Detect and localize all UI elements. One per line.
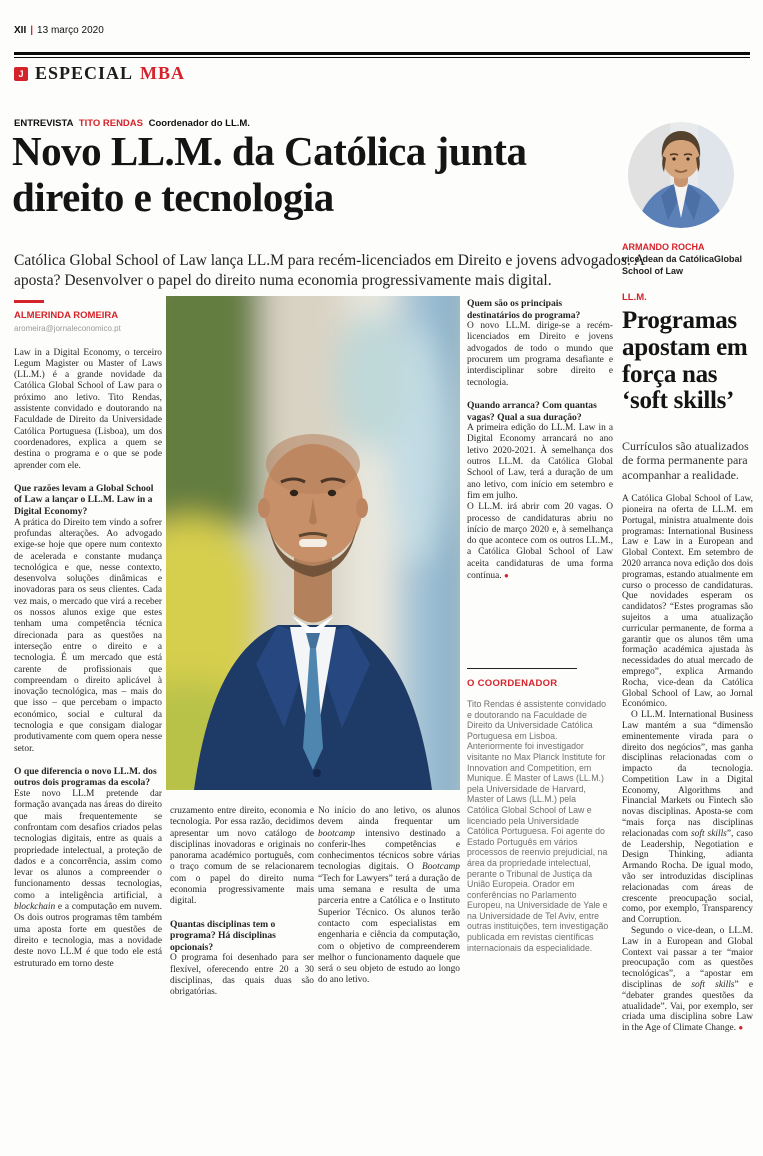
sidebar-paragraph [622, 926, 753, 1034]
answer: A primeira edição do LL.M. Law in a Digital Economy arrancará no ano letivo 2020-2021. À semelhança dos outros LL.M. da Católica Global School of Law, terá a duração de um ano letivo, com início em setembro e fim em julho. [467, 423, 613, 501]
article-column-2 [170, 806, 314, 999]
lede: Católica Global School of Law lança LL.M para recém-licenciados em Direito e jovens advogados. A aposta? Desenvolver o papel do direito numa economia progressivamente mais digital. [14, 252, 645, 290]
armando-rocha-photo [628, 122, 734, 228]
answer: O novo LL.M. dirige-se a recém-licenciados em Direito e jovens advogados de todo o mundo que procurem um programa desafiante e interdisciplinar sobre direito e tecnologia. [467, 321, 613, 388]
photo-caption-name: ARMANDO ROCHA [622, 242, 705, 252]
top-rule [14, 52, 750, 58]
sidebar-paragraph: A Católica Global School of Law, pioneira na oferta de LL.M. em Portugal, ministra atualmente dois programas: International Business Law e Law in a European and Global Context. Em setembro de 2020 arranca nova edição dos dois programas, estando atualmente em curso o processo de candidaturas. Que novidades esperam os candidatos? “Estes programas são sujeitos a uma atualização curricular permanente, de forma a garantir que os alunos têm uma formação académica ajustada às necessidades do atual mercado de emprego”, explica Armando Rocha, vice-dean da Católica Global School of Law, ao Jornal Económico. [622, 494, 753, 710]
sidebar-paragraph-text: Segundo o vice-dean, o LL.M. Law in a European and Global Context vai passar a ter “maior preocupação com as questões tecnológicas”, a “apostar em disciplinas de soft skills” e “debater grandes questões da atualidade”. Vai, por exemplo, ser criada uma disciplina sobre Law in the Age of Climate Change. [622, 926, 753, 1034]
author-email: aromeira@jornaleconomico.pt [14, 324, 121, 334]
sidebar-paragraph: O LL.M. International Business Law mantém a sua “dimensão eminentemente virada para o direito dos negócios”, mas ganha disciplinas relacionadas com o impacto da tecnologia. Competition Law in a Digital Economy, Algorithms and Financial Markets ou Fintech são novas disciplinas. Aposta-se com “mais força nas disciplinas relacionadas com soft skills”, caso de Leadership, Negotiation e Design Thinking, adianta Armando Rocha. De igual modo, vão ser introduzidas disciplinas relacionadas com áreas de crescente preocupação social, como, por exemplo, Transparency and Corruption. [622, 710, 753, 926]
question: O que diferencia o novo LL.M. dos outros dois programas da escola? [14, 765, 157, 789]
sidebar [622, 122, 753, 1034]
issue-date: 13 março 2020 [37, 25, 104, 36]
answer [467, 502, 613, 582]
end-mark-icon: ● [503, 571, 509, 581]
sidebar-standfirst: Currículos são atualizados de forma permanente para acompanhar a realidade. [622, 439, 749, 482]
answer: No início do ano letivo, os alunos devem ainda frequentar um bootcamp intensivo destinado a conferir-lhes competências e conhecimentos técnicos sobre várias tecnologias digitais. O Bootcamp “Tech for Lawyers” terá a duração de uma semana e resulta de uma parceria entre a Católica e o Instituto Superior Técnico. Os alunos terão contacto com especialistas em engenharia e ciência da computação, com o objetivo de compreenderem melhor o funcionamento daquele que será o seu objeto de estudo ao longo do ano letivo. [318, 806, 460, 986]
section-title-accent: MBA [140, 63, 186, 83]
coordinator-body: Tito Rendas é assistente convidado e doutorando na Faculdade de Direito da Universidade Católica Portuguesa em Lisboa. Anteriormente foi investigador visitante no Max Planck Institute for Innovation and Competition, em Munique. É Master of Laws (LL.M.) pela Universidade de Harvard, Master of Laws (LL.M.) pela Católica Global School of Law e licenciado pela Universidade Católica Portuguesa. Foi agente do Estado Português em vários processos de reenvio prejudicial, na área da propriedade intelectual, perante o Tribunal de Justiça da União Europeia. Orador em conferências no Parlamento Europeu, na Universidade de Yale e na Universidade de Tel Aviv, entre outras instituições, tem investigação publicada em revistas científicas internacionais da especialidade. [467, 699, 609, 953]
end-mark-icon: ● [738, 1023, 744, 1033]
headline: Novo LL.M. da Católica junta direito e tecnologia [12, 128, 527, 220]
folio-line [14, 25, 104, 36]
intro-paragraph: Law in a Digital Economy, o terceiro Legum Magister ou Master of Laws (LL.M.) é a grande novidade da Católica Global School of Law para o próximo ano letivo. Tito Rendas, assistente convidado e doutorando na Faculdade de Direito da Universidade Católica Portuguesa (Lisboa), um dos coordenadores, explica a quem se destina o programa e o que se pode aprender com ele. [14, 347, 162, 471]
folio-separator-icon: | [30, 25, 34, 36]
question: Quantas disciplinas tem o programa? Há disciplinas opcionais? [170, 918, 276, 953]
coordinator-title: O COORDENADOR [467, 678, 558, 689]
armando-rocha-photo-illustration [628, 122, 734, 228]
tito-rendas-photo-illustration [166, 296, 460, 790]
question: Quando arranca? Com quantas vagas? Qual a sua duração? [467, 399, 597, 423]
tito-rendas-photo [166, 296, 460, 790]
byline-rule [14, 300, 44, 303]
publisher-logo-icon: J [14, 67, 28, 81]
interviewee-name: TITO RENDAS [78, 118, 143, 129]
article-column-3 [318, 806, 460, 987]
page-number: XII [14, 25, 27, 36]
kicker-label: ENTREVISTA [14, 118, 74, 129]
article-column-1 [14, 300, 162, 970]
section-header [14, 63, 185, 84]
question: Quem são os principais destinatários do programa? [467, 298, 581, 321]
answer: cruzamento entre direito, economia e tecnologia. Por essa razão, decidimos apresentar um novo catálogo de disciplinas inovadoras e originais no panorama académico português, com o traço comum de se relacionarem com o papel do direito numa economia progressivamente mais digital. [170, 806, 314, 907]
author-name: ALMERINDA ROMEIRA [14, 310, 119, 321]
photo-caption-role: vice-dean da CatólicaGlobal School of Law [622, 254, 743, 276]
sidebar-tag: LL.M. [622, 292, 647, 303]
sidebar-headline: Programas apostam em força nas ‘soft skills’ [622, 307, 748, 415]
article-column-4 [467, 298, 613, 582]
section-title: ESPECIAL [35, 63, 134, 83]
question: Que razões levam a Global School of Law a lançar o LL.M. Law in a Digital Economy? [14, 482, 154, 518]
byline [14, 300, 162, 335]
answer: O programa foi desenhado para ser flexível, oferecendo entre 20 a 30 disciplinas, das quais duas são obrigatórias. [170, 953, 314, 998]
answer: Este novo LL.M pretende dar formação avançada nas áreas do direito que mais frequentemente se confrontam com desafios criados pelas tecnologias digitais, entre as quais a propriedade intelectual, a proteção de dados e a concorrência, assim como levar os alunos a compreender o funcionamento dessas tecnologias, como a inteligência artificial, a blockchain e a computação em nuvem. Os dois outros programas têm também uma aposta forte em questões de direito e tecnologia, mas a novidade deste novo LL.M é que todo ele está estruturado em torno deste [14, 789, 162, 969]
answer: A prática do Direito tem vindo a sofrer profundas alterações. Ao advogado exige-se hoje que opere num contexto de acelerada e constante mudança tecnológica e que, nesse contexto, desenvolva soluções dinâmicas e inovadoras para os seus clientes. Cada vez mais, o mercado que virá a receber os nossos alunos exige que estes tenham uma competência técnica direcionada para as questões na interseção entre o direito e a tecnologia. É um mercado que está carente de profissionais que compreendam o direito aplicável à inovação tecnológica, mas – mais do que isso – que percebam o impacto económico, social e cultural da tecnologia e que consigam dialogar produtivamente com quem opera nesse setor. [14, 517, 162, 754]
coordinator-box [467, 668, 613, 953]
coordinator-rule [467, 668, 577, 669]
interviewee-role: Coordenador do LL.M. [148, 118, 250, 129]
answer-text: O LL.M. irá abrir com 20 vagas. O processo de candidaturas abriu no início de março 2020 e, à semelhança do que acontece com os outros LL.M., a Católica Global School of Law aceita candidaturas de uma forma contínua. [467, 502, 613, 582]
